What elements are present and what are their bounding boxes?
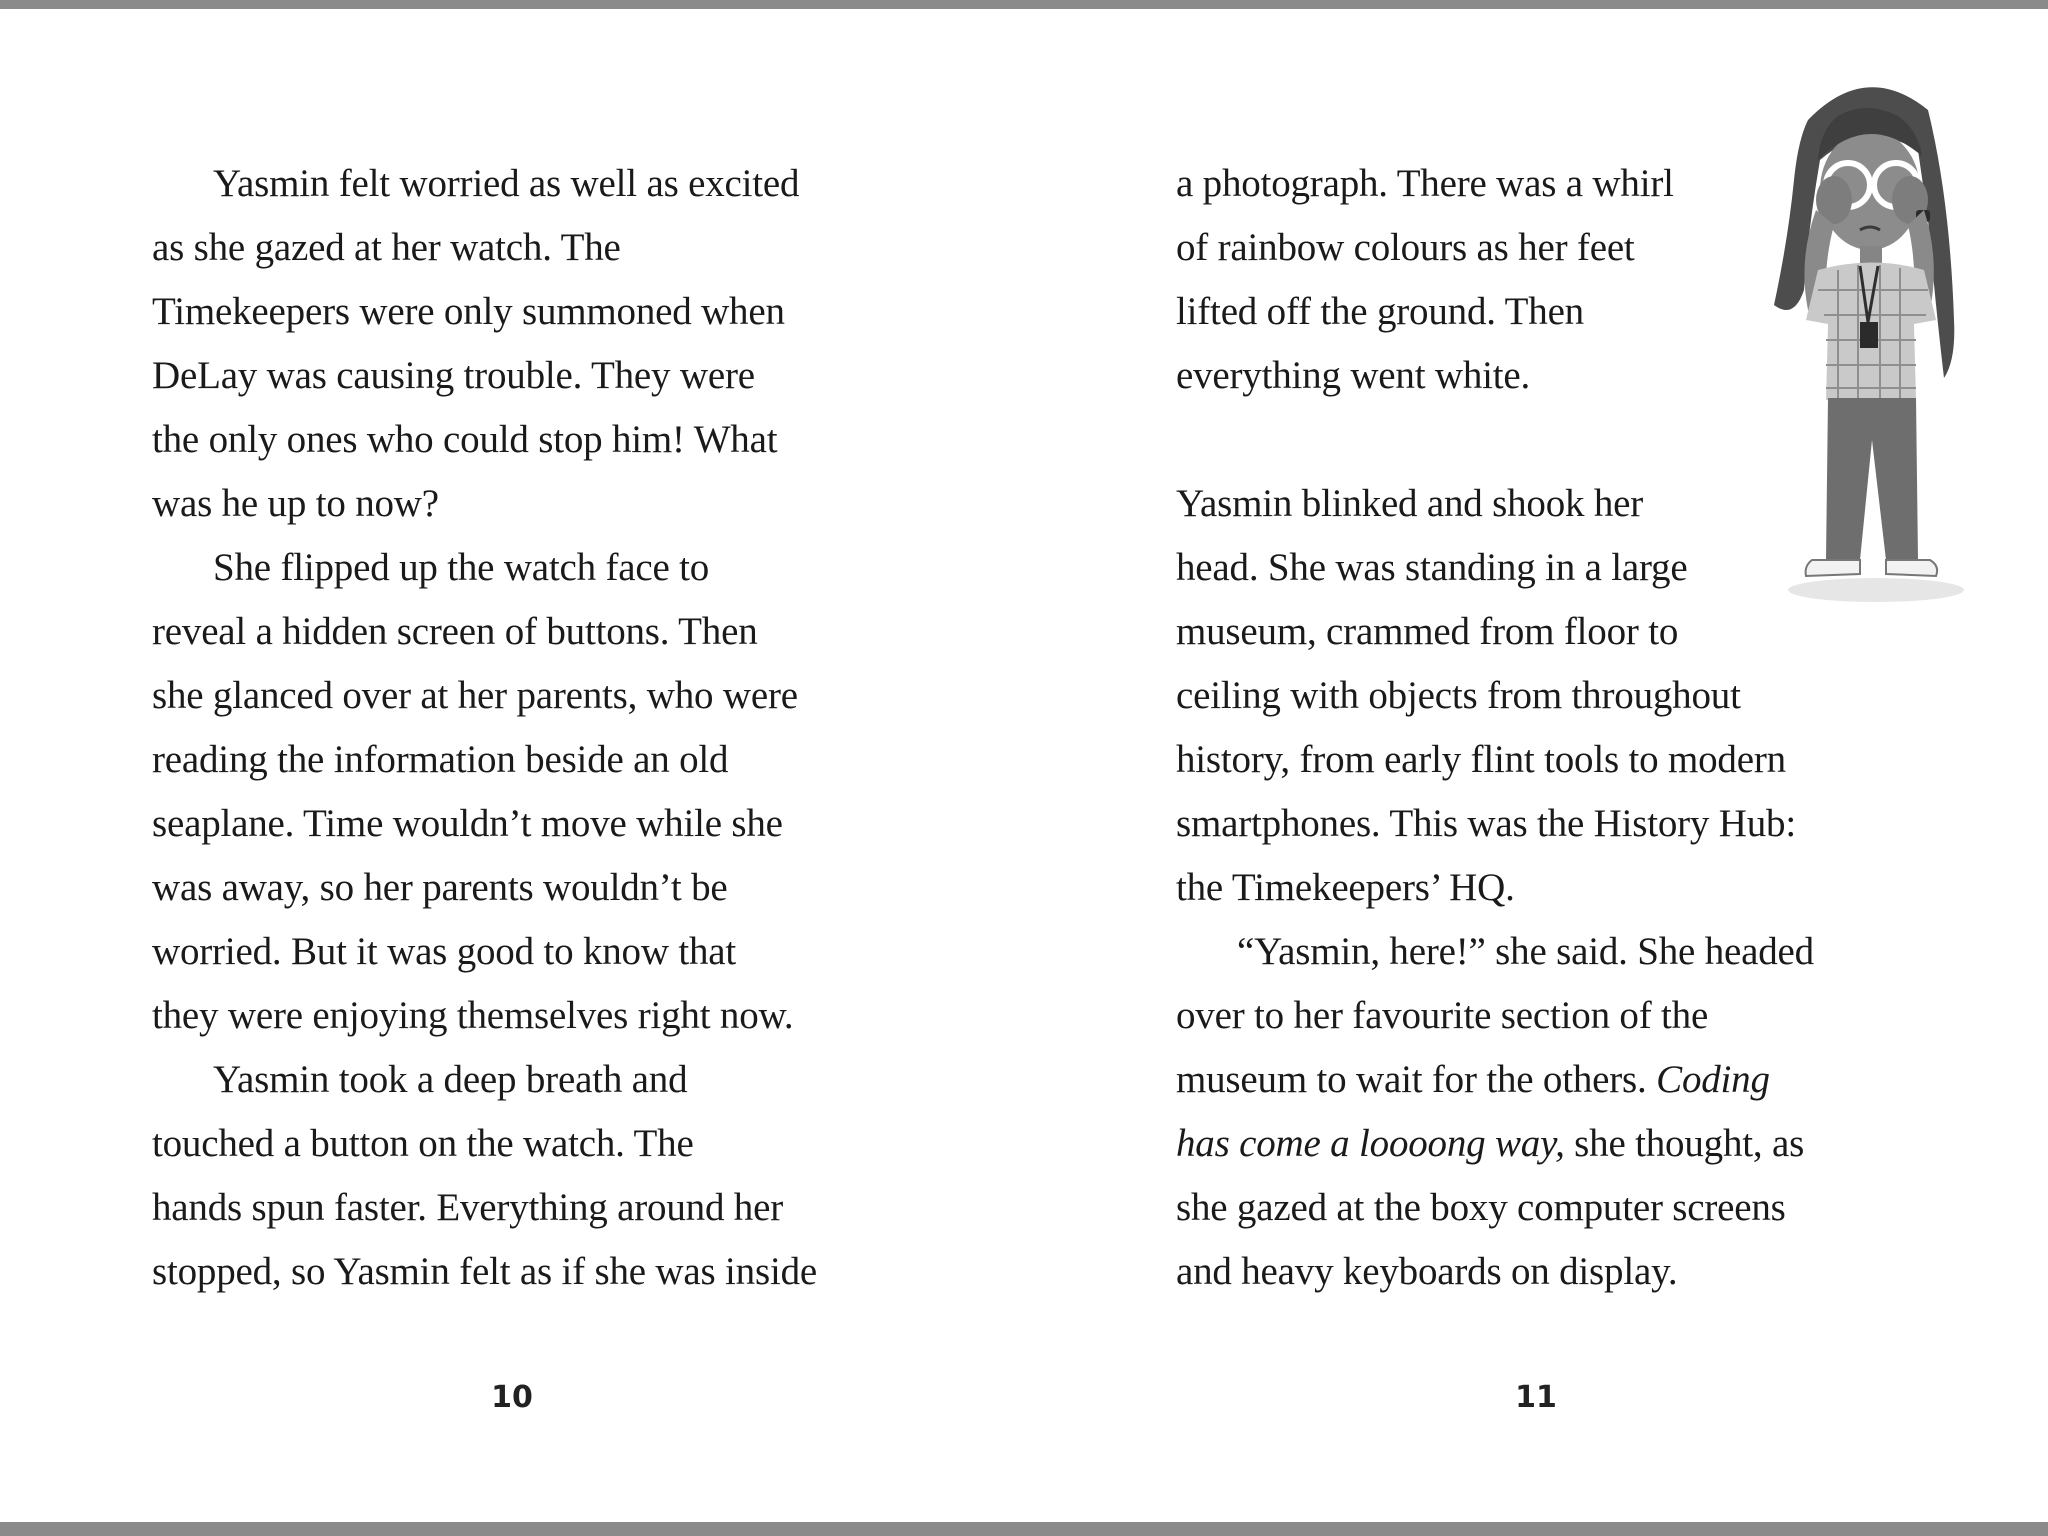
text-line: She flipped up the watch face to [213,546,710,589]
text-line: touched a button on the watch. The [152,1122,694,1165]
text-line [1176,1112,1814,1176]
page-number-left: 10 [491,1380,533,1415]
girl-with-glasses-illustration [1768,60,1964,610]
bottom-border [0,1522,2048,1536]
text-italic: Coding [1656,1058,1770,1101]
paragraph-gap [1176,408,1814,472]
text-line: Yasmin felt worried as well as excited [213,162,800,205]
text-line: ceiling with objects from throughout [1176,674,1741,717]
text-line: everything went white. [1176,354,1531,397]
text-line: a photograph. There was a whirl [1176,162,1674,205]
text-line: history, from early flint tools to modern [1176,738,1786,781]
text-plain: museum to wait for the others. [1176,1058,1657,1101]
text-line: stopped, so Yasmin felt as if she was inside [152,1250,817,1293]
text-line: lifted off the ground. Then [1176,290,1584,333]
text-line: DeLay was causing trouble. They were [152,354,755,397]
text-line: reveal a hidden screen of buttons. Then [152,610,758,653]
text-line: seaplane. Time wouldn’t move while she [152,802,783,845]
text-line: Yasmin blinked and shook her [1176,482,1644,525]
text-line: Timekeepers were only summoned when [152,290,785,333]
text-line [1176,1048,1814,1112]
text-line: museum, crammed from floor to [1176,610,1679,653]
text-line: she glanced over at her parents, who were [152,674,798,717]
page-number-right: 11 [1515,1380,1557,1415]
left-page-text [152,152,817,1304]
text-line: the only ones who could stop him! What [152,418,778,461]
text-line: the Timekeepers’ HQ. [1176,866,1515,909]
text-line: reading the information beside an old [152,738,729,781]
text-line: they were enjoying themselves right now. [152,994,794,1037]
text-line: and heavy keyboards on display. [1176,1250,1678,1293]
text-plain: she thought, as [1564,1122,1805,1165]
text-line: head. She was standing in a large [1176,546,1688,589]
text-line: Yasmin took a deep breath and [213,1058,688,1101]
right-page-text [1176,152,1814,1304]
text-line: of rainbow colours as her feet [1176,226,1635,269]
text-line: was away, so her parents wouldn’t be [152,866,728,909]
left-page [0,0,1024,1520]
text-line: was he up to now? [152,482,439,525]
text-line: worried. But it was good to know that [152,930,737,973]
text-line: hands spun faster. Everything around her [152,1186,784,1229]
text-line: as she gazed at her watch. The [152,226,621,269]
text-line: over to her favourite section of the [1176,994,1709,1037]
text-line: she gazed at the boxy computer screens [1176,1186,1786,1229]
text-italic: has come a loooong way, [1176,1122,1565,1165]
text-line: “Yasmin, here!” she said. She headed [1237,930,1814,973]
text-line: smartphones. This was the History Hub: [1176,802,1796,845]
